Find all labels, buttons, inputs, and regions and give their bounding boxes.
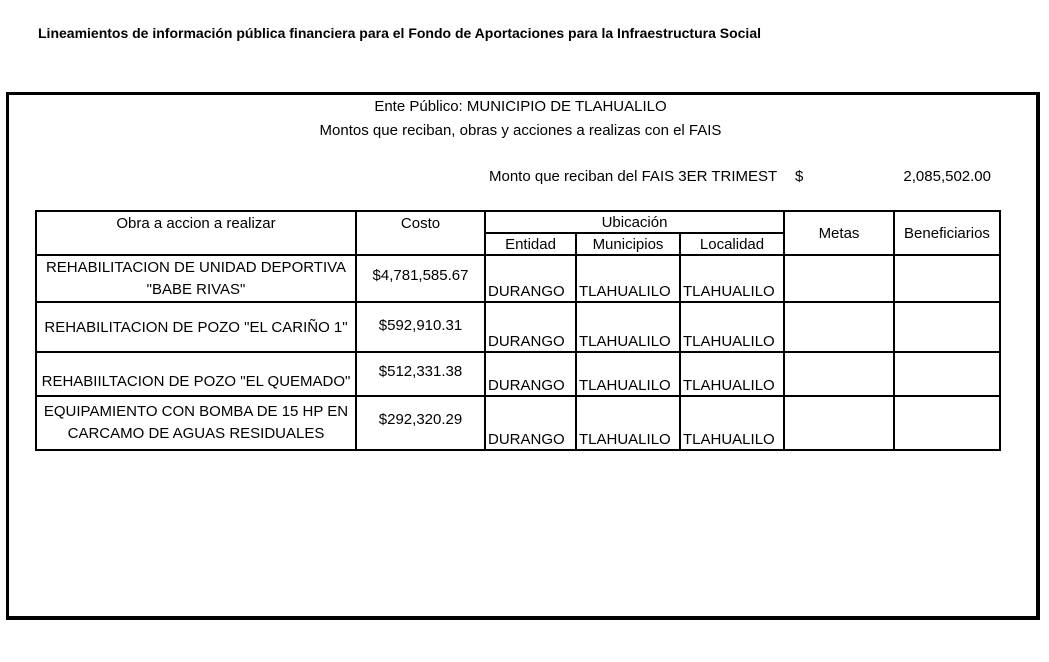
obra-text-line1: EQUIPAMIENTO CON BOMBA DE 15 HP EN (43, 403, 349, 420)
obras-table (35, 210, 1001, 451)
costo-cell: $4,781,585.67 (356, 255, 485, 302)
monto-value: 2,085,502.00 (903, 168, 991, 185)
metas-cell (784, 396, 894, 450)
table-row (36, 255, 1000, 302)
metas-cell (784, 302, 894, 352)
table-row (36, 396, 1000, 450)
localidad-cell: TLAHUALILO (680, 352, 784, 396)
beneficiarios-cell (894, 396, 1000, 450)
municipio-cell: TLAHUALILO (576, 352, 680, 396)
report-subtitle: Montos que reciban, obras y acciones a realizas con el FAIS (319, 122, 722, 139)
municipio-cell: TLAHUALILO (576, 302, 680, 352)
costo-cell: $592,910.31 (356, 302, 485, 352)
obra-cell (36, 302, 356, 352)
monto-label: Monto que reciban del FAIS 3ER TRIMEST (489, 168, 778, 185)
obra-text-line1: REHABIILTACION DE POZO "EL QUEMADO" (41, 373, 351, 390)
monto-currency: $ (795, 168, 804, 185)
beneficiarios-cell (894, 352, 1000, 396)
header-costo: Costo (356, 211, 485, 255)
ente-publico-label: Ente Público: MUNICIPIO DE TLAHUALILO (374, 98, 667, 115)
entidad-cell: DURANGO (485, 255, 576, 302)
obra-text-line1: REHABILITACION DE POZO "EL CARIÑO 1" (44, 319, 348, 336)
header-metas: Metas (784, 211, 894, 255)
obra-text-line2: "BABE RIVAS" (146, 281, 246, 298)
header-localidad: Localidad (680, 233, 784, 255)
header-beneficiarios: Beneficiarios (894, 211, 1000, 255)
beneficiarios-cell (894, 255, 1000, 302)
entidad-cell: DURANGO (485, 302, 576, 352)
obra-cell (36, 396, 356, 450)
table-row (36, 302, 1000, 352)
document-title: Lineamientos de información pública financiera para el Fondo de Aportaciones para la Infraestructura Social (38, 25, 761, 41)
obra-text-line1: REHABILITACION DE UNIDAD DEPORTIVA (45, 259, 347, 276)
header-entidad: Entidad (485, 233, 576, 255)
entidad-cell: DURANGO (485, 352, 576, 396)
obra-cell (36, 352, 356, 396)
localidad-cell: TLAHUALILO (680, 396, 784, 450)
header-obra: Obra a accion a realizar (36, 211, 356, 255)
metas-cell (784, 255, 894, 302)
metas-cell (784, 352, 894, 396)
entidad-cell: DURANGO (485, 396, 576, 450)
obra-cell (36, 255, 356, 302)
beneficiarios-cell (894, 302, 1000, 352)
costo-cell: $512,331.38 (356, 352, 485, 396)
localidad-cell: TLAHUALILO (680, 255, 784, 302)
localidad-cell: TLAHUALILO (680, 302, 784, 352)
municipio-cell: TLAHUALILO (576, 396, 680, 450)
municipio-cell: TLAHUALILO (576, 255, 680, 302)
costo-cell: $292,320.29 (356, 396, 485, 450)
table-row (36, 352, 1000, 396)
header-municipios: Municipios (576, 233, 680, 255)
header-ubicacion: Ubicación (485, 211, 784, 233)
obra-text-line2: CARCAMO DE AGUAS RESIDUALES (67, 425, 325, 442)
